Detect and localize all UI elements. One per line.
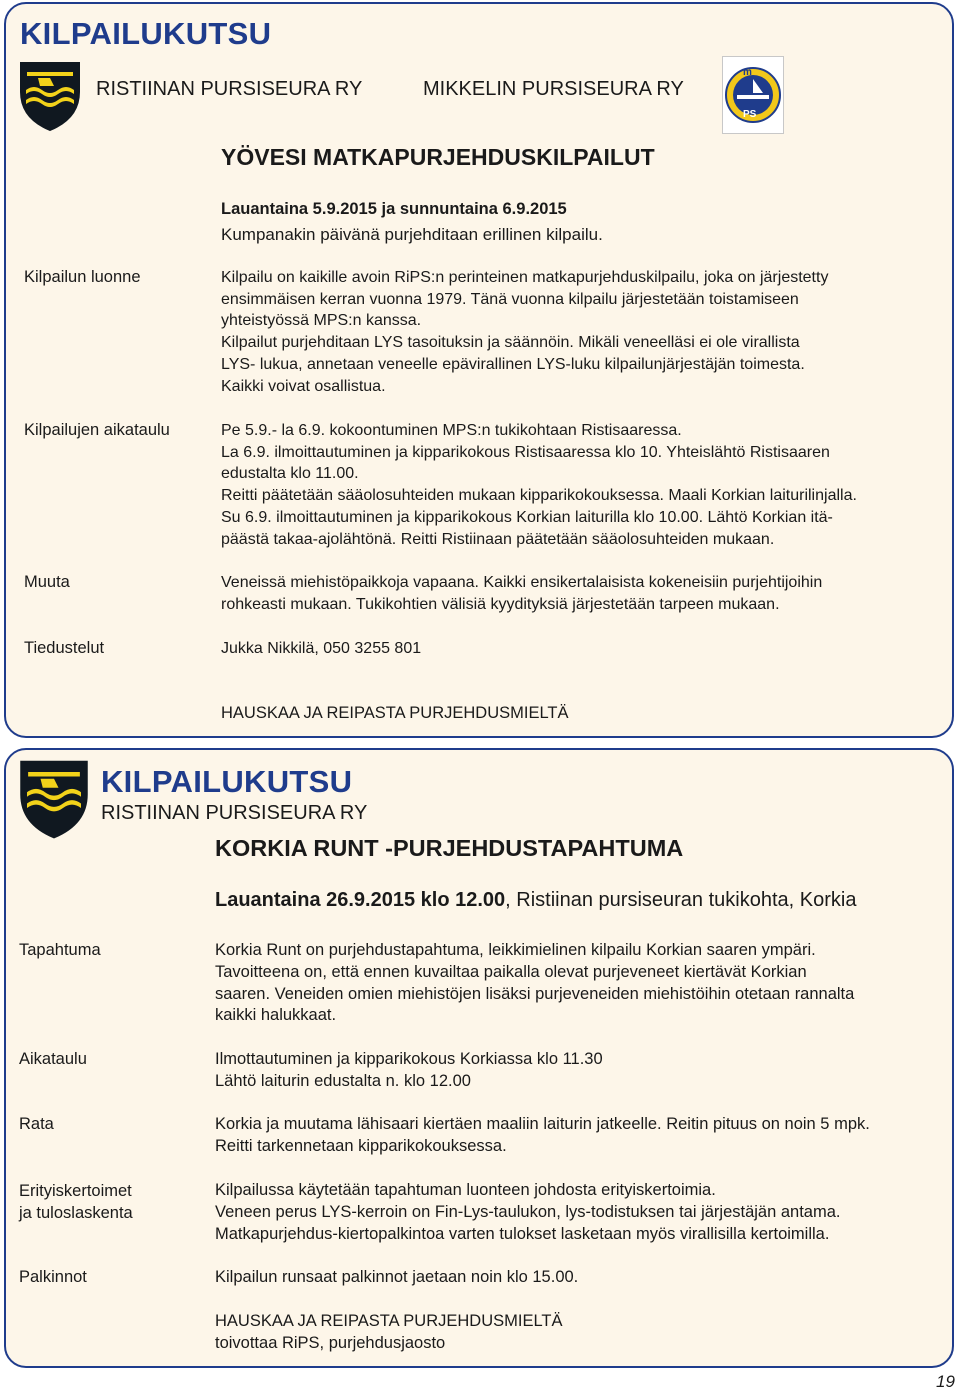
text-line: saaren. Veneiden omien miehistöjen lisäksi purjeveneiden miehistöihin otetaan rannalta bbox=[215, 984, 855, 1003]
section-text bbox=[221, 420, 946, 550]
section-text bbox=[215, 1049, 945, 1093]
text-line: Kilpailussa käytetään tapahtuman luonteen johdosta erityiskertoimia. bbox=[215, 1181, 716, 1199]
event-date bbox=[215, 889, 856, 912]
mps-emblem-icon bbox=[723, 57, 783, 133]
section-label-line: Erityiskertoimet bbox=[19, 1182, 132, 1200]
contact-text bbox=[221, 638, 941, 660]
text-line: Reitti tarkennetaan kipparikokouksessa. bbox=[215, 1136, 507, 1155]
invitation-title: KILPAILUKUTSU bbox=[101, 764, 353, 799]
section-text bbox=[221, 572, 941, 615]
text-line: Ilmottautuminen ja kipparikokous Korkiassa klo 11.30 bbox=[215, 1050, 603, 1068]
section-text bbox=[215, 940, 945, 1027]
section-label: Kilpailujen aikataulu bbox=[24, 421, 170, 439]
text-line: Kaikki voivat osallistua. bbox=[221, 377, 386, 395]
section-text bbox=[215, 1114, 945, 1158]
text-line: Tavoitteena on, että ennen kuvailtaa paikalla olevat purjeveneet kiertävät Korkian bbox=[215, 962, 807, 981]
text-line: Matkapurjehdus-kiertopalkintoa varten tulokset lasketaan myös virallisilla kertoimilla. bbox=[215, 1224, 830, 1243]
text-line: Veneissä miehistöpaikkoja vapaana. Kaikki ensikertalaisista kokeneisiin purjehtijoihin bbox=[221, 574, 823, 591]
text-line: Pe 5.9.- la 6.9. kokoontuminen MPS:n tukikohtaan Ristisaaressa. bbox=[221, 422, 682, 439]
closing-text bbox=[215, 1311, 945, 1355]
mps-logo-text-bottom: PS bbox=[743, 109, 757, 120]
club-name-mps: MIKKELIN PURSISEURA RY bbox=[423, 78, 684, 100]
section-label: Muuta bbox=[24, 573, 70, 591]
section-label: Kilpailun luonne bbox=[24, 268, 141, 286]
text-line: yhteistyössä MPS:n kanssa. bbox=[221, 312, 422, 330]
text-line: Kilpailut purjehditaan LYS tasoituksin ja säännöin. Mikäli veneelläsi ei ole virallista bbox=[221, 334, 800, 352]
rips-shield-logo-icon bbox=[18, 60, 82, 132]
section-label: Tapahtuma bbox=[19, 941, 101, 959]
text-line: Korkia Runt on purjehdustapahtuma, leikkimielinen kilpailu Korkian saaren ympäri. bbox=[215, 941, 816, 959]
page-number: 19 bbox=[936, 1372, 955, 1391]
closing-text: HAUSKAA JA REIPASTA PURJEHDUSMIELTÄ bbox=[221, 704, 569, 722]
event-date-note: Kumpanakin päivänä purjehditaan erillinen kilpailu. bbox=[221, 225, 603, 244]
text-line: Kilpailun runsaat palkinnot jaetaan noin klo 15.00. bbox=[215, 1268, 579, 1286]
section-label: Rata bbox=[19, 1115, 54, 1133]
text-line: Reitti päätetään sääolosuhteiden mukaan kipparikokouksessa. Maali Korkian laiturilinjalla. bbox=[221, 487, 857, 505]
section-text bbox=[221, 267, 941, 397]
section-label bbox=[19, 1181, 133, 1225]
text-line: Korkia ja muutama lähisaari kiertäen maaliin laiturin jatkeelle. Reitin pituus on noin 5 mpk. bbox=[215, 1115, 870, 1133]
text-line: LYS- lukua, annetaan veneelle epävirallinen LYS-luku kilpailunjärjestäjän toimesta. bbox=[221, 355, 805, 373]
text-line: La 6.9. ilmoittautuminen ja kipparikokous Ristisaaressa klo 10. Yhteislähtö Ristisaaren bbox=[221, 443, 830, 461]
text-line: kaikki halukkaat. bbox=[215, 1006, 337, 1025]
text-line: Veneen perus LYS-kerroin on Fin-Lys-taulukon, lys-todistuksen tai järjestäjän antama. bbox=[215, 1202, 841, 1221]
section-label: Tiedustelut bbox=[24, 639, 105, 657]
text-line: edustalta klo 11.00. bbox=[221, 465, 359, 483]
mps-logo bbox=[722, 56, 784, 134]
event-date: Lauantaina 5.9.2015 ja sunnuntaina 6.9.2015 bbox=[221, 200, 567, 218]
text-line: ensimmäisen kerran vuonna 1979. Tänä vuonna kilpailu järjestetään toistamiseen bbox=[221, 290, 799, 308]
text-line: päästä takaa-ajolähtönä. Reitti Ristiinaan päätetään sääolosuhteiden mukaan. bbox=[221, 530, 775, 548]
invitation-title: KILPAILUKUTSU bbox=[20, 16, 272, 51]
event-title: KORKIA RUNT -PURJEHDUSTAPAHTUMA bbox=[215, 835, 684, 861]
event-location: , Ristiinan pursiseuran tukikohta, Korkia bbox=[505, 889, 857, 911]
text-line: rohkeasti mukaan. Tukikohtien välisiä kyydityksiä järjestetään tarpeen mukaan. bbox=[221, 595, 780, 613]
text-line: Lähtö laiturin edustalta n. klo 12.00 bbox=[215, 1071, 471, 1090]
section-label-line: ja tuloslaskenta bbox=[19, 1203, 133, 1222]
rips-shield-logo-icon bbox=[18, 758, 90, 840]
event-title: YÖVESI MATKAPURJEHDUSKILPAILUT bbox=[221, 144, 655, 170]
closing-line: HAUSKAA JA REIPASTA PURJEHDUSMIELTÄ bbox=[215, 1312, 563, 1330]
event-date-bold: Lauantaina 26.9.2015 klo 12.00 bbox=[215, 889, 506, 911]
section-text bbox=[215, 1267, 945, 1289]
club-name-rips: RISTIINAN PURSISEURA RY bbox=[96, 78, 363, 100]
closing-line: toivottaa RiPS, purjehdusjaosto bbox=[215, 1333, 446, 1352]
section-text bbox=[215, 1180, 945, 1245]
text-line: Su 6.9. ilmoittautuminen ja kipparikokous Korkian laiturilla klo 10.00. Lähtö Korkian itä- bbox=[221, 508, 833, 526]
section-label: Aikataulu bbox=[19, 1050, 87, 1068]
text-line: Jukka Nikkilä, 050 3255 801 bbox=[221, 640, 422, 657]
section-label: Palkinnot bbox=[19, 1268, 87, 1286]
club-name-rips: RISTIINAN PURSISEURA RY bbox=[101, 802, 368, 824]
mps-logo-text-top: m bbox=[743, 67, 752, 78]
text-line: Kilpailu on kaikille avoin RiPS:n perinteinen matkapurjehduskilpailu, joka on järjestetty bbox=[221, 269, 829, 286]
